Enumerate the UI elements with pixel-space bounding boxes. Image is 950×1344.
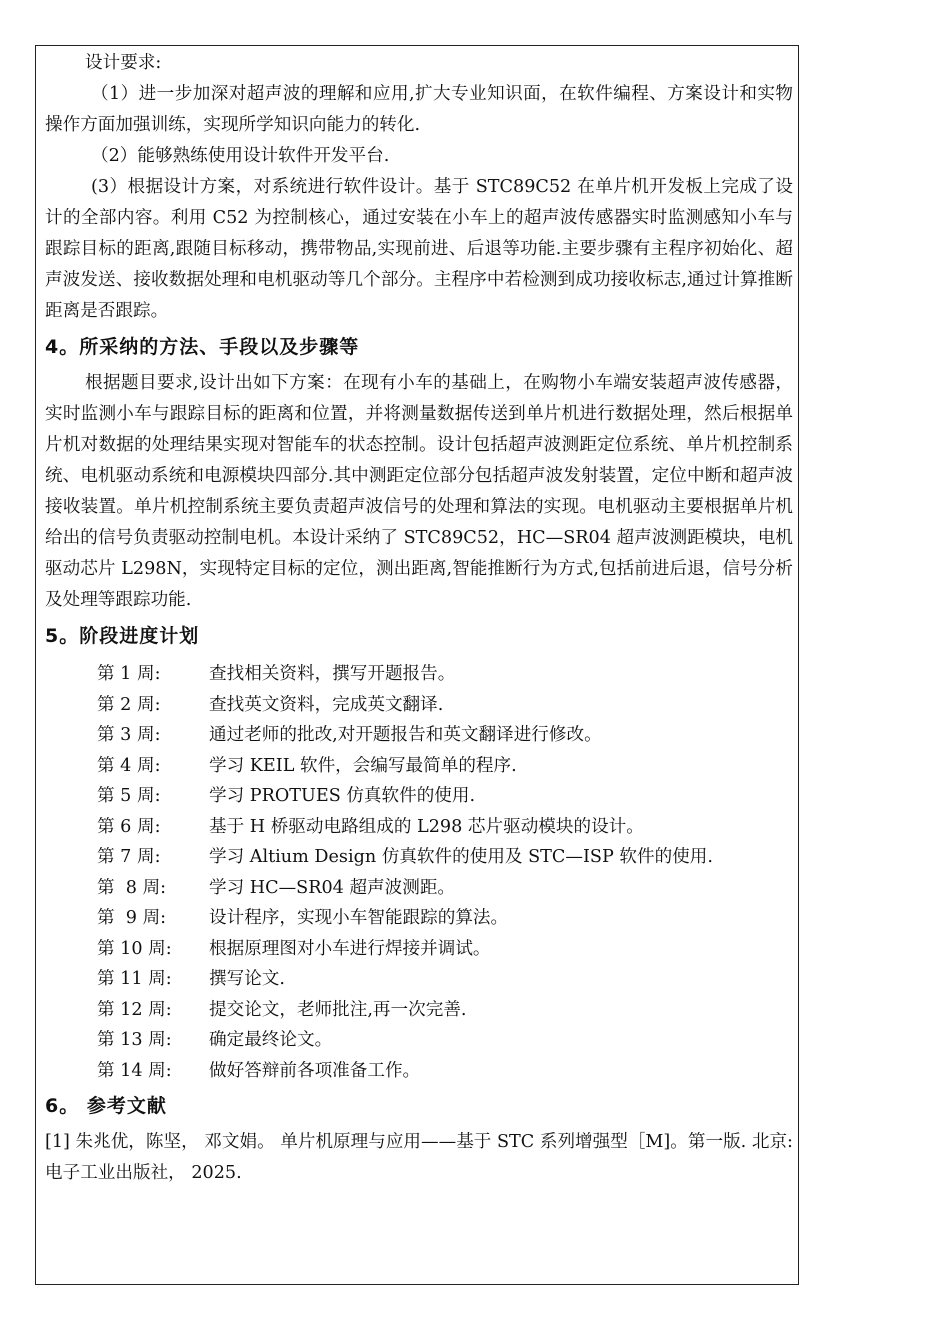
reference-item-1: [1] 朱兆优，陈坚， 邓文娟。 单片机原理与应用——基于 STC 系列增强型［M]。第一版. 北京:电子工业出版社， 2025. (45, 1132, 793, 1183)
section-5-heading: 5。阶段进度计划 (45, 625, 200, 647)
week-task: 查找英文资料，完成英文翻译. (209, 694, 444, 715)
schedule-row (45, 842, 793, 873)
week-task: 学习 HC—SR04 超声波测距。 (209, 877, 456, 898)
document-body (45, 48, 793, 1189)
schedule-row (45, 659, 793, 690)
schedule-row (45, 964, 793, 995)
week-task: 查找相关资料，撰写开题报告。 (209, 664, 456, 684)
section-4-body: 根据题目要求,设计出如下方案：在现有小车的基础上，在购物小车端安装超声波传感器，实时监测小车与跟踪目标的距离和位置，并将测量数据传送到单片机进行数据处理，然后根据单片机对数据的处理结果实现对智能车的状态控制。设计包括超声波测距定位系统、单片机控制系统、电机驱动系统和电源模块四部分.其中测距定位部分包括超声波发射装置，定位中断和超声波接收装置。单片机控制系统主要负责超声波信号的处理和算法的实现。电机驱动主要根据单片机给出的信号负责驱动控制电机。本设计采纳了 STC89C52，HC—SR04 超声波测距模块，电机驱动芯片 L298N，实现特定目标的定位，测出距离,智能推断行为方式,包括前进后退，信号分析及处理等跟踪功能. (45, 373, 793, 610)
section-4-heading: 4。所采纳的方法、手段以及步骤等 (45, 336, 360, 358)
schedule-row (45, 934, 793, 965)
week-label: 第 1 周: (97, 664, 161, 684)
schedule-row (45, 1056, 793, 1087)
week-task: 撰写论文. (209, 969, 285, 989)
week-label: 第 14 周: (97, 1060, 172, 1081)
schedule-row (45, 873, 793, 904)
week-label: 第 6 周: (97, 816, 161, 837)
week-label: 第 9 周: (97, 908, 167, 928)
week-label: 第 5 周: (97, 786, 161, 806)
week-task: 学习 Altium Design 仿真软件的使用及 STC—ISP 软件的使用. (209, 847, 713, 867)
week-label: 第 7 周: (97, 847, 161, 867)
requirement-item-1: （1）进一步加深对超声波的理解和应用,扩大专业知识面，在软件编程、方案设计和实物操作方面加强训练，实现所学知识向能力的转化. (45, 84, 793, 135)
week-label: 第 8 周: (97, 877, 167, 898)
schedule-row (45, 903, 793, 934)
week-task: 学习 PROTUES 仿真软件的使用. (209, 786, 476, 806)
week-label: 第 10 周: (97, 938, 172, 959)
schedule-row (45, 690, 793, 721)
week-label: 第 12 周: (97, 999, 172, 1020)
week-label: 第 11 周: (97, 969, 172, 989)
week-task: 确定最终论文。 (209, 1030, 333, 1050)
week-task: 通过老师的批改,对开题报告和英文翻译进行修改。 (209, 725, 602, 745)
week-label: 第 3 周: (97, 725, 161, 745)
requirement-item-2: （2）能够熟练使用设计软件开发平台. (91, 146, 390, 166)
schedule-row (45, 1025, 793, 1056)
schedule-row (45, 720, 793, 751)
week-task: 提交论文，老师批注,再一次完善. (209, 999, 467, 1020)
week-task: 做好答辩前各项准备工作。 (209, 1060, 421, 1081)
week-label: 第 2 周: (97, 694, 161, 715)
schedule-row (45, 751, 793, 782)
design-requirements-title: 设计要求: (85, 53, 162, 73)
schedule-row (45, 781, 793, 812)
requirement-item-3: (3）根据设计方案，对系统进行软件设计。基于 STC89C52 在单片机开发板上完成了设计的全部内容。利用 C52 为控制核心，通过安装在小车上的超声波传感器实时监测感知小车与跟踪目标的距离,跟随目标移动，携带物品,实现前进、后退等功能.主要步骤有主程序初始化、超声波发送、接收数据处理和电机驱动等几个部分。主程序中若检测到成功接收标志,通过计算推断距离是否跟踪。 (45, 177, 793, 321)
week-task: 学习 KEIL 软件，会编写最简单的程序. (209, 755, 517, 776)
section-6-heading: 6。 参考文献 (45, 1095, 167, 1117)
week-task: 根据原理图对小车进行焊接并调试。 (209, 938, 491, 959)
week-label: 第 13 周: (97, 1030, 172, 1050)
week-task: 设计程序，实现小车智能跟踪的算法。 (209, 908, 509, 928)
week-label: 第 4 周: (97, 755, 161, 776)
schedule-list (45, 659, 793, 1086)
schedule-row (45, 812, 793, 843)
schedule-row (45, 995, 793, 1026)
week-task: 基于 H 桥驱动电路组成的 L298 芯片驱动模块的设计。 (209, 816, 644, 837)
